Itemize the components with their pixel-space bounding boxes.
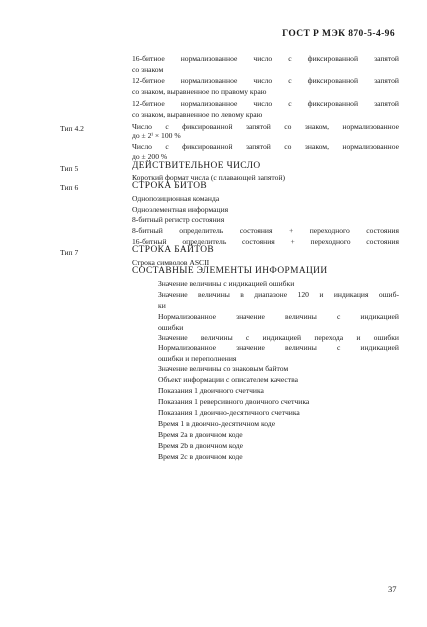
section-heading: СТРОКА БИТОВ: [132, 181, 208, 191]
text-line: ошибки и переполнения: [158, 354, 237, 363]
text-line: 12-битное нормализованное число с фиксированной запятой: [132, 99, 399, 108]
page-number: 37: [388, 584, 397, 594]
text-line: Короткий формат числа (с плавающей запятой): [132, 173, 286, 182]
text-line: Значение величины с индикацией перехода и ошибки: [158, 333, 399, 342]
text-line: ошибки: [158, 323, 184, 332]
page-header: ГОСТ Р МЭК 870-5-4-96: [282, 29, 395, 39]
type-label-4-2: Тип 4.2: [60, 124, 84, 133]
text-line: 16-битный определитель состояния + переходного состояния: [132, 237, 399, 246]
type-label-5: Тип 5: [60, 164, 79, 173]
text-line: Нормализованное значение величины с индикацией: [158, 343, 399, 352]
section-heading: СОСТАВНЫЕ ЭЛЕМЕНТЫ ИНФОРМАЦИИ: [132, 266, 328, 276]
text-line: 8-битный определитель состояния + переходного состояния: [132, 226, 399, 235]
text-line: Число с фиксированной запятой со знаком, нормализованное: [132, 122, 399, 131]
text-line: со знаком, выравненное по левому краю: [132, 110, 263, 119]
text-line: Значение величины с индикацией ошибки: [158, 279, 295, 288]
text-line: Нормализованное значение величины с индикацией: [158, 312, 399, 321]
text-line: Показания 1 реверсивного двоичного счетчика: [158, 397, 310, 406]
text-line: Объект информации с описателем качества: [158, 375, 298, 384]
text-line: Время 2с в двоичном коде: [158, 452, 243, 461]
text-line: Время 2а в двоичном коде: [158, 430, 243, 439]
text-line: Время 1 в двоично-десятичном коде: [158, 419, 276, 428]
text-line: Значение величины в диапазоне 120 и индикация ошиб-: [158, 290, 399, 299]
text-line: до ± 200 %: [132, 152, 168, 161]
text-line: до ± 2ⁱ × 100 %: [132, 131, 181, 140]
type-label-6: Тип 6: [60, 183, 79, 192]
text-line: Время 2b в двоичном коде: [158, 441, 244, 450]
text-line: Строка символов ASCII: [132, 258, 210, 267]
text-line: 12-битное нормализованное число с фиксированной запятой: [132, 76, 399, 85]
section-heading: ДЕЙСТВИТЕЛЬНОЕ ЧИСЛО: [132, 161, 261, 171]
type-label-7: Тип 7: [60, 248, 79, 257]
text-line: Показания 1 двоично-десятичного счетчика: [158, 408, 300, 417]
text-line: Однопозиционная команда: [132, 194, 220, 203]
text-line: ки: [158, 301, 166, 310]
text-line: Показания 1 двоичного счетчика: [158, 386, 264, 395]
text-line: Одноэлементная информация: [132, 205, 229, 214]
text-line: 16-битное нормализованное число с фиксированной запятой: [132, 54, 399, 63]
section-heading: СТРОКА БАЙТОВ: [132, 245, 215, 255]
text-line: 8-битный регистр состояния: [132, 215, 225, 224]
text-line: со знаком, выравненное по правому краю: [132, 87, 267, 96]
text-line: со знаком: [132, 65, 164, 74]
text-line: Число с фиксированной запятой со знаком, нормализованное: [132, 142, 399, 151]
text-line: Значение величины со знаковым байтом: [158, 364, 289, 373]
